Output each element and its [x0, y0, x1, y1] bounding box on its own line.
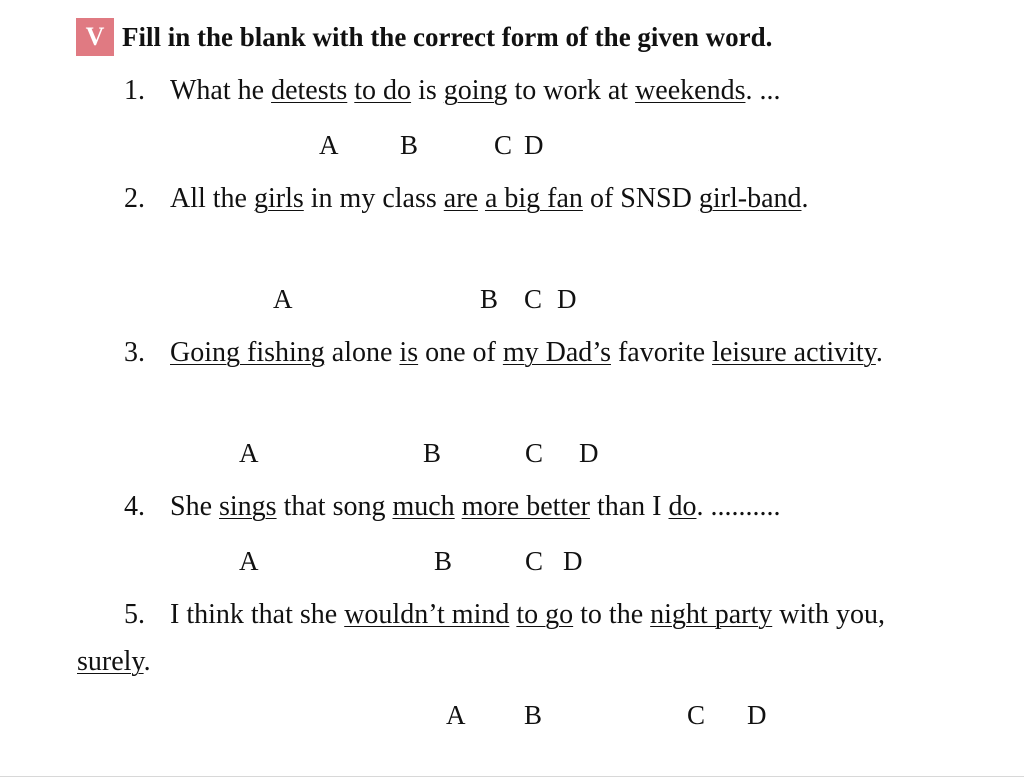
page-bottom-divider: [0, 776, 1024, 777]
question-text: All the girls in my class are a big fan of SNSD girl-band.: [170, 183, 809, 214]
label-b: B: [400, 130, 419, 160]
label-a: A: [319, 130, 339, 160]
question-4: [124, 490, 781, 524]
label-c: C: [687, 700, 706, 730]
section-header: [76, 17, 772, 57]
question-text: She sings that song much more better than I do. ..........: [170, 491, 781, 522]
underlined-option-d: surely: [77, 646, 144, 677]
underlined-option-c: night party: [650, 599, 773, 630]
underlined-option-c: going: [443, 75, 508, 106]
underlined-option-b: is: [399, 337, 419, 368]
question-text: Going fishing alone is one of my Dad’s favorite leisure activity.: [170, 337, 883, 368]
label-a: A: [273, 284, 293, 314]
label-a: A: [239, 546, 259, 576]
question-3: [124, 336, 883, 370]
question-number: 1.: [124, 75, 145, 106]
label-b: B: [480, 284, 499, 314]
section-title: Fill in the blank with the correct form of the given word.: [122, 21, 773, 52]
section-badge: V: [76, 18, 114, 56]
question-5-continuation: surely.: [77, 646, 151, 677]
underlined-option-d: leisure activity: [712, 337, 876, 368]
question-5: [124, 598, 885, 632]
label-d: D: [579, 438, 599, 468]
underlined-option-b: to do: [354, 75, 412, 106]
underlined-option-b: are: [443, 183, 478, 214]
label-b: B: [423, 438, 442, 468]
underlined-option-a: sings: [219, 491, 277, 522]
label-d: D: [747, 700, 767, 730]
label-d: D: [563, 546, 583, 576]
label-d: D: [524, 130, 544, 160]
underlined-option-b: much: [392, 491, 455, 522]
underlined-option-a: wouldn’t mind: [344, 599, 510, 630]
underlined-option-d: do: [668, 491, 697, 522]
question-text: What he detests to do is going to work at weekends. ...: [170, 75, 781, 106]
label-c: C: [525, 546, 544, 576]
label-a: A: [239, 438, 259, 468]
label-c: C: [525, 438, 544, 468]
underlined-option-a: Going fishing: [170, 337, 325, 368]
underlined-option-c: more better: [461, 491, 590, 522]
label-c: C: [524, 284, 543, 314]
label-c: C: [494, 130, 513, 160]
question-number: 5.: [124, 599, 145, 630]
question-number: 2.: [124, 183, 145, 214]
question-1: [124, 74, 780, 108]
underlined-option-d: girl-band: [698, 183, 802, 214]
underlined-option-a: girls: [254, 183, 304, 214]
underlined-option-d: weekends: [635, 75, 746, 106]
label-d: D: [557, 284, 577, 314]
underlined-option-a: detests: [271, 75, 348, 106]
label-b: B: [434, 546, 453, 576]
label-a: A: [446, 700, 466, 730]
underlined-option-b: to go: [516, 599, 574, 630]
underlined-option-c: my Dad’s: [502, 337, 611, 368]
label-b: B: [524, 700, 543, 730]
question-number: 4.: [124, 491, 145, 522]
underlined-option-c: a big fan: [484, 183, 583, 214]
question-text: I think that she wouldn’t mind to go to the night party with you,: [170, 599, 886, 630]
question-2: [124, 182, 809, 216]
question-number: 3.: [124, 337, 145, 368]
